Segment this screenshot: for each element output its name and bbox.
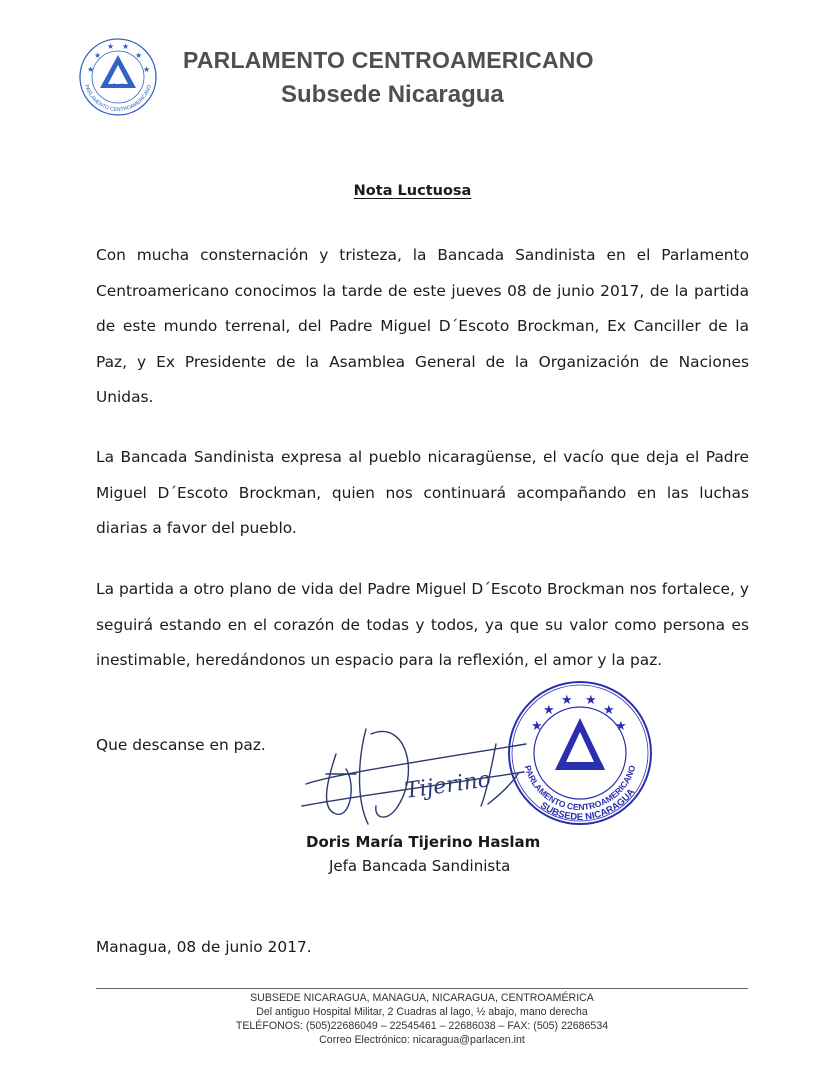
paragraph-1: Con mucha consternación y tristeza, la Bancada Sandinista en el Parlamento Centroamericano conocimos la tarde de este jueves 08 de junio 2017, de la partida de este mundo terrenal, del Padre Miguel D´Escoto Brockman, Ex Canciller de la Paz, y Ex Presidente de la Asamblea General de la Organización de Naciones Unidas. — [96, 246, 749, 406]
paragraph-3: La partida a otro plano de vida del Padre Miguel D´Escoto Brockman nos fortalece, y seguirá estando en el corazón de todas y todos, ya que su valor como persona es inestimable, heredándonos un espacio para la reflexión, el amor y la paz. — [96, 580, 749, 669]
place-date: Managua, 08 de junio 2017. — [96, 938, 312, 956]
closing-line: Que descanse en paz. — [96, 736, 266, 754]
svg-text:★: ★ — [585, 693, 597, 708]
svg-text:★: ★ — [87, 65, 95, 74]
parlacen-logo — [72, 36, 164, 118]
handwritten-signature — [296, 714, 536, 834]
svg-text:★: ★ — [107, 42, 115, 51]
svg-text:★: ★ — [143, 65, 151, 74]
signer-role: Jefa Bancada Sandinista — [329, 857, 511, 875]
footer-divider — [96, 988, 748, 989]
svg-text:★: ★ — [543, 703, 555, 718]
footer — [96, 991, 748, 1047]
footer-line-address-header: SUBSEDE NICARAGUA, MANAGUA, NICARAGUA, CENTROAMÉRICA — [250, 992, 594, 1004]
paragraph-2: La Bancada Sandinista expresa al pueblo nicaragüense, el vacío que deja el Padre Miguel D´Escoto Brockman, quien nos continuará acompañando en las luchas diarias a favor del pueblo. — [96, 448, 749, 537]
footer-line-address: Del antiguo Hospital Militar, 2 Cuadras al lago, ½ abajo, mano derecha — [256, 1006, 588, 1018]
svg-text:★: ★ — [531, 719, 543, 734]
footer-line-phones: TELÉFONOS: (505)22686049 – 22545461 – 22686038 – FAX: (505) 22686534 — [235, 1020, 609, 1032]
svg-text:★: ★ — [122, 42, 130, 51]
header-title: PARLAMENTO CENTROAMERICANO — [183, 47, 594, 73]
svg-text:★: ★ — [94, 51, 102, 60]
svg-text:★: ★ — [603, 703, 615, 718]
svg-text:PARLAMENTO CENTROAMERICANO: PARLAMENTO CENTROAMERICANO — [522, 764, 638, 813]
footer-line-email: Correo Electrónico: nicaragua@parlacen.int — [319, 1034, 525, 1046]
svg-text:★: ★ — [615, 719, 627, 734]
svg-text:Tijerino: Tijerino — [403, 767, 493, 804]
svg-text:★: ★ — [135, 51, 143, 60]
signer-name: Doris María Tijerino Haslam — [306, 833, 541, 851]
header-subtitle: Subsede Nicaragua — [281, 81, 504, 108]
svg-text:★: ★ — [561, 693, 573, 708]
svg-text:PARLAMENTO CENTROAMERICANO: PARLAMENTO CENTROAMERICANO — [83, 83, 153, 114]
document-title — [0, 183, 825, 199]
svg-text:SUBSEDE NICARAGUA: SUBSEDE NICARAGUA — [538, 786, 638, 823]
document-title-text: Nota Luctuosa — [353, 183, 472, 199]
